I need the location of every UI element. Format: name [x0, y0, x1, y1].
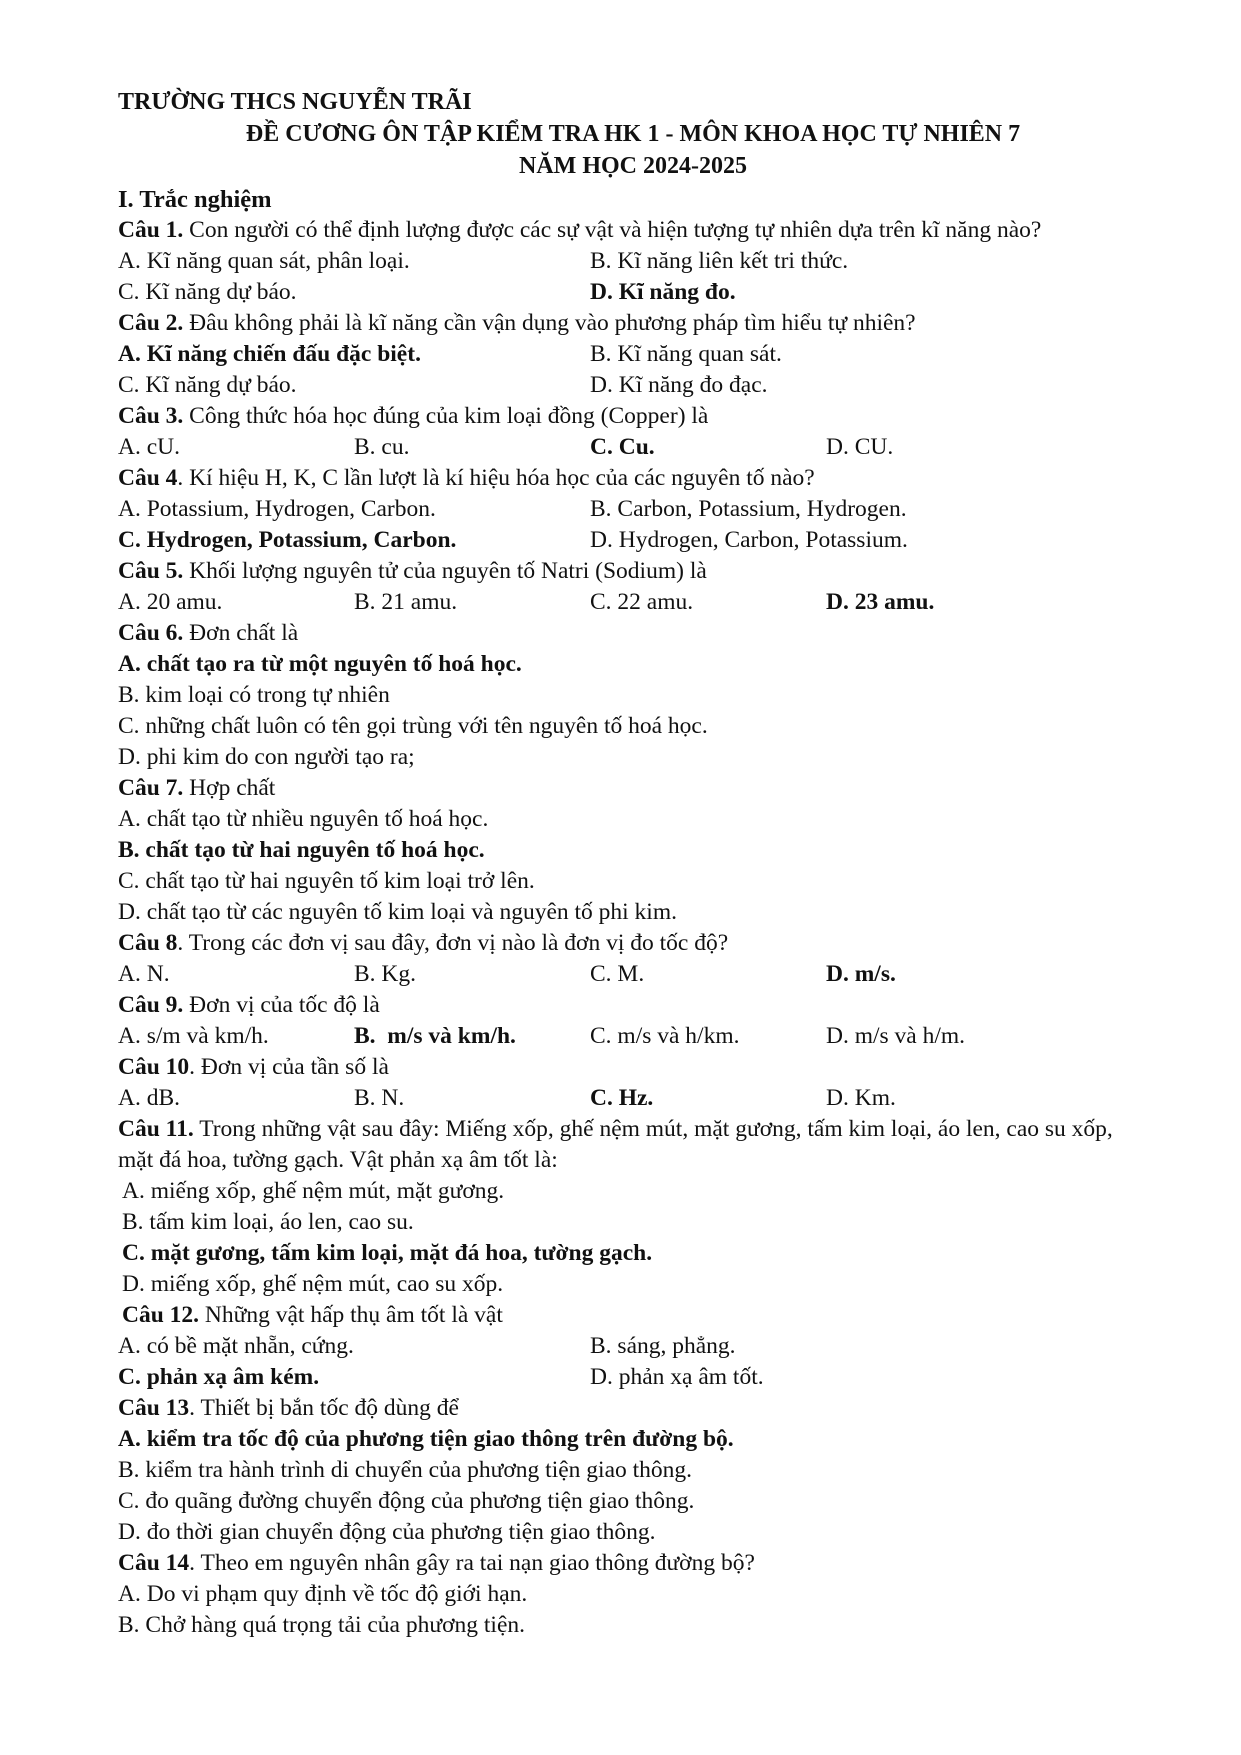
school-name: TRƯỜNG THCS NGUYỄN TRÃI: [118, 89, 472, 115]
question-number: Câu 10: [118, 1054, 190, 1080]
option-c: C. đo quãng đường chuyển động của phương tiện giao thông.: [118, 1488, 695, 1514]
question-text: . Thiết bị bắn tốc độ dùng để: [189, 1395, 459, 1421]
question-text: Con người có thể định lượng được các sự vật và hiện tượng tự nhiên dựa trên kĩ năng nào?: [183, 217, 1042, 243]
document-title: ĐỀ CƯƠNG ÔN TẬP KIỂM TRA HK 1 - MÔN KHOA HỌC TỰ NHIÊN 7: [245, 121, 1021, 147]
question-3: [118, 401, 1128, 432]
option-b: B. 21 amu.: [354, 589, 458, 615]
options-row: [118, 339, 1128, 370]
option-a: A. miếng xốp, ghế nệm mút, mặt gương.: [122, 1178, 505, 1204]
section-heading: I. Trắc nghiệm: [118, 186, 272, 213]
option-b: B. tấm kim loại, áo len, cao su.: [122, 1209, 414, 1235]
question-5: [118, 556, 1128, 587]
option-d: D. Kĩ năng đo.: [590, 279, 736, 305]
question-text: Hợp chất: [183, 775, 276, 801]
option-a: A. có bề mặt nhẵn, cứng.: [118, 1333, 354, 1359]
question-number: Câu 11.: [118, 1116, 194, 1142]
option-d: D. miếng xốp, ghế nệm mút, cao su xốp.: [122, 1271, 504, 1297]
question-number: Câu 6.: [118, 620, 184, 646]
option-b: B. Kg.: [354, 961, 417, 987]
question-text: Trong những vật sau đây: Miếng xốp, ghế nệm mút, mặt gương, tấm kim loại, áo len, cao su xốp, mặt đá hoa, tường gạch. Vật phản xạ âm tốt là:: [118, 1116, 1113, 1173]
option-d: D. phản xạ âm tốt.: [590, 1364, 764, 1390]
question-2: [118, 308, 1128, 339]
question-text: . Trong các đơn vị sau đây, đơn vị nào là đơn vị đo tốc độ?: [177, 930, 729, 956]
question-number: Câu 12.: [122, 1302, 200, 1328]
option-a: A. kiểm tra tốc độ của phương tiện giao thông trên đường bộ.: [118, 1426, 734, 1452]
option-a: A. Do vi phạm quy định về tốc độ giới hạn.: [118, 1581, 528, 1607]
question-number: Câu 13: [118, 1395, 190, 1421]
option-d: D. Hydrogen, Carbon, Potassium.: [590, 527, 908, 553]
question-number: Câu 7.: [118, 775, 184, 801]
question-number: Câu 1.: [118, 217, 184, 243]
question-13: [118, 1393, 1128, 1424]
option-b: B. sáng, phẳng.: [590, 1333, 736, 1359]
option-b: B. N.: [354, 1085, 405, 1111]
question-10: [118, 1052, 1128, 1083]
option-c: C. Cu.: [590, 434, 655, 460]
option-d: D. m/s và h/m.: [826, 1023, 966, 1049]
option-c: C. M.: [590, 961, 645, 987]
option-b: B. kiểm tra hành trình di chuyển của phương tiện giao thông.: [118, 1457, 693, 1483]
option-b: B. Kĩ năng liên kết tri thức.: [590, 248, 849, 274]
options-row: [118, 432, 1128, 463]
question-12: [118, 1300, 1128, 1331]
question-7: [118, 773, 1128, 804]
question-14: [118, 1548, 1128, 1579]
option-d: D. Km.: [826, 1085, 896, 1111]
question-number: Câu 9.: [118, 992, 184, 1018]
option-c: C. m/s và h/km.: [590, 1023, 740, 1049]
question-number: Câu 4: [118, 465, 178, 491]
option-c: C. Kĩ năng dự báo.: [118, 279, 297, 305]
option-c: C. những chất luôn có tên gọi trùng với tên nguyên tố hoá học.: [118, 713, 708, 739]
option-a: A. cU.: [118, 434, 180, 460]
option-d: D. CU.: [826, 434, 894, 460]
options-row: [118, 1362, 1128, 1393]
question-text: Khối lượng nguyên tử của nguyên tố Natri (Sodium) là: [183, 558, 707, 584]
question-number: Câu 5.: [118, 558, 184, 584]
option-a: A. chất tạo ra từ một nguyên tố hoá học.: [118, 651, 522, 677]
option-b: B. Chở hàng quá trọng tải của phương tiện.: [118, 1612, 525, 1638]
options-row: [118, 370, 1128, 401]
option-c: C. phản xạ âm kém.: [118, 1364, 320, 1390]
option-a: A. N.: [118, 961, 170, 987]
option-c: C. Hydrogen, Potassium, Carbon.: [118, 527, 457, 553]
options-row: [118, 277, 1128, 308]
option-b: B. Carbon, Potassium, Hydrogen.: [590, 496, 907, 522]
question-number: Câu 14: [118, 1550, 190, 1576]
option-a: A. Kĩ năng chiến đấu đặc biệt.: [118, 341, 421, 367]
options-row: [118, 587, 1128, 618]
option-d: D. phi kim do con người tạo ra;: [118, 744, 415, 770]
option-a: A. dB.: [118, 1085, 181, 1111]
option-c: C. chất tạo từ hai nguyên tố kim loại trở lên.: [118, 868, 535, 894]
option-c: C. 22 amu.: [590, 589, 694, 615]
school-year: NĂM HỌC 2024-2025: [519, 153, 747, 179]
document-body: [118, 184, 1128, 1641]
option-b: B. Kĩ năng quan sát.: [590, 341, 782, 367]
question-11: [118, 1114, 1128, 1176]
option-c: C. mặt gương, tấm kim loại, mặt đá hoa, tường gạch.: [122, 1240, 653, 1266]
question-1: [118, 215, 1128, 246]
options-row: [118, 1331, 1128, 1362]
question-text: Những vật hấp thụ âm tốt là vật: [199, 1302, 503, 1328]
document-header: [118, 86, 1128, 182]
question-8: [118, 928, 1128, 959]
options-row: [118, 494, 1128, 525]
option-b: B. chất tạo từ hai nguyên tố hoá học.: [118, 837, 485, 863]
option-b: B. kim loại có trong tự nhiên: [118, 682, 390, 708]
question-6: [118, 618, 1128, 649]
question-text: . Đơn vị của tần số là: [189, 1054, 389, 1080]
question-number: Câu 3.: [118, 403, 184, 429]
option-a: A. s/m và km/h.: [118, 1023, 269, 1049]
question-text: Công thức hóa học đúng của kim loại đồng (Copper) là: [183, 403, 709, 429]
option-b: B. m/s và km/h.: [354, 1023, 516, 1049]
options-row: [118, 959, 1128, 990]
option-b: B. cu.: [354, 434, 410, 460]
option-d: D. đo thời gian chuyển động của phương tiện giao thông.: [118, 1519, 656, 1545]
options-row: [118, 246, 1128, 277]
question-number: Câu 2.: [118, 310, 184, 336]
option-a: A. Kĩ năng quan sát, phân loại.: [118, 248, 410, 274]
options-row: [118, 1021, 1128, 1052]
option-d: D. Kĩ năng đo đạc.: [590, 372, 768, 398]
question-number: Câu 8: [118, 930, 178, 956]
question-4: [118, 463, 1128, 494]
option-a: A. chất tạo từ nhiều nguyên tố hoá học.: [118, 806, 489, 832]
options-row: [118, 525, 1128, 556]
question-text: . Kí hiệu H, K, C lần lượt là kí hiệu hóa học của các nguyên tố nào?: [177, 465, 815, 491]
option-d: D. 23 amu.: [826, 589, 935, 615]
option-c: C. Kĩ năng dự báo.: [118, 372, 297, 398]
option-a: A. 20 amu.: [118, 589, 223, 615]
question-text: Đâu không phải là kĩ năng cần vận dụng vào phương pháp tìm hiểu tự nhiên?: [183, 310, 916, 336]
question-text: Đơn vị của tốc độ là: [183, 992, 380, 1018]
question-text: . Theo em nguyên nhân gây ra tai nạn giao thông đường bộ?: [189, 1550, 755, 1576]
option-d: D. chất tạo từ các nguyên tố kim loại và nguyên tố phi kim.: [118, 899, 677, 925]
option-c: C. Hz.: [590, 1085, 654, 1111]
option-d: D. m/s.: [826, 961, 896, 987]
question-9: [118, 990, 1128, 1021]
options-row: [118, 1083, 1128, 1114]
option-a: A. Potassium, Hydrogen, Carbon.: [118, 496, 436, 522]
question-text: Đơn chất là: [183, 620, 299, 646]
